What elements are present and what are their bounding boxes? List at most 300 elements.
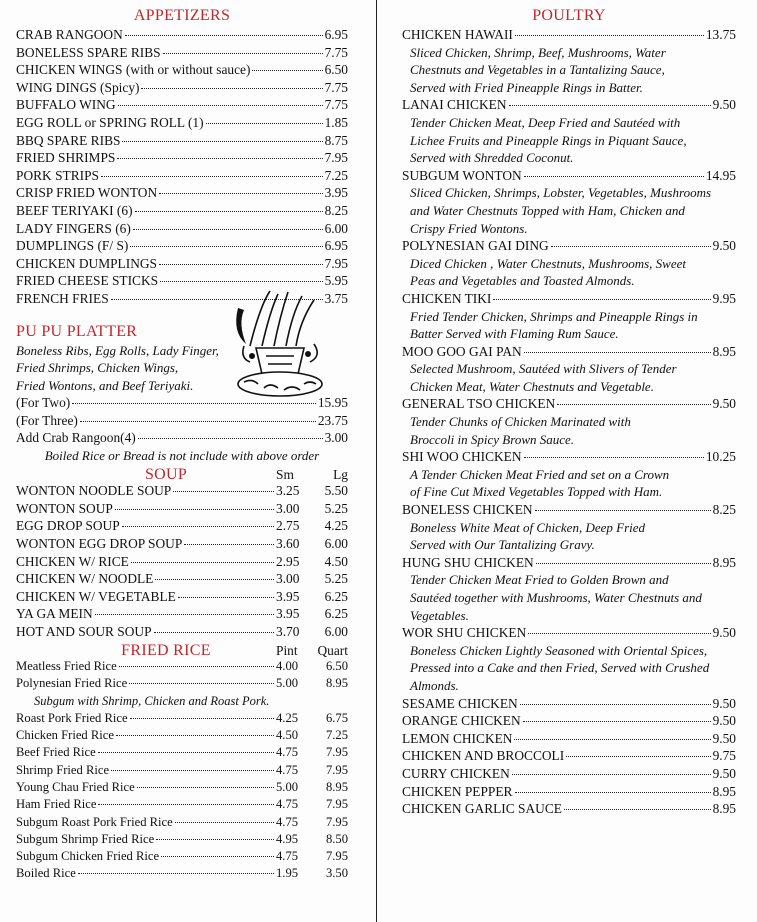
item-price-large: 6.75 [325,710,348,725]
menu-item [16,220,348,238]
leader-dots [493,299,710,300]
leader-dots [135,211,323,212]
poultry-list [402,26,736,818]
leader-dots [566,756,710,757]
item-name: DUMPLINGS (F/ S) [16,238,129,254]
item-name: CHICKEN PEPPER [402,783,513,799]
menu-item [16,727,348,744]
item-price-large: 7.95 [325,814,348,829]
item-price: 7.75 [324,97,348,113]
menu-item [16,605,348,623]
item-description [402,466,736,501]
appetizers-list [16,26,348,308]
description-line: Boneless Chicken Lightly Seasoned with Oriental Spices, [410,642,708,658]
item-price-small: 2.75 [276,518,300,534]
item-name: CURRY CHICKEN [402,765,510,781]
description-line: Tender Chicken Meat Fried to Golden Brown and [410,572,669,588]
leader-dots [159,264,323,265]
friedrice-list [16,658,348,883]
leader-dots [509,105,711,106]
menu-item [16,517,348,535]
item-name: CHICKEN GARLIC SAUCE [402,801,562,817]
leader-dots [524,176,704,177]
item-name: CHICKEN DUMPLINGS [16,255,157,271]
item-price: 10.25 [705,449,736,465]
item-name: Beef Fried Rice [16,745,96,760]
item-price-large: 8.95 [325,779,348,794]
menu-item [16,553,348,571]
description-line: Boneless White Meat of Chicken, Deep Fried [410,519,646,535]
item-name: Add Crab Rangoon(4) [16,430,136,446]
item-price: 7.95 [324,150,348,166]
description-line: Chestnuts and Vegetables in a Tantalizing Sauce, [410,62,665,78]
poultry-title: POULTRY [532,7,606,24]
item-name: HOT AND SOUR SOUP [16,624,152,639]
menu-item [16,814,348,831]
menu-item [402,395,736,413]
item-price-small: 4.75 [276,814,299,829]
item-description [402,413,736,448]
item-price-large: 5.25 [324,571,348,587]
menu-item [402,167,736,185]
menu-item [16,762,348,779]
item-price: 6.00 [324,220,348,236]
menu-item [402,695,736,713]
item-name: BBQ SPARE RIBS [16,132,121,148]
item-name: BONELESS CHICKEN [402,502,533,518]
item-name: CHICKEN HAWAII [402,27,513,42]
item-price: 8.95 [712,801,736,817]
leader-dots [178,597,274,598]
leader-dots [101,176,323,177]
friedrice-col1: Pint [276,642,298,658]
description-line: Pressed into a Cake and then Fried, Served with Crushed [410,660,710,676]
leader-dots [133,229,323,230]
description-line: Served with Shredded Coconut. [410,150,574,166]
leader-dots [115,509,274,510]
pupu-title: PU PU PLATTER [16,322,138,340]
description-line: Chicken Meat, Water Chestnuts and Vegetable. [410,378,654,394]
item-price-small: 3.00 [276,571,300,587]
menu-item [16,96,348,114]
left-column [16,6,348,883]
item-price: 5.95 [324,273,348,289]
menu-item [16,848,348,865]
item-name: PORK STRIPS [16,167,99,183]
description-line: Almonds. [410,677,459,693]
item-price-large: 6.00 [324,536,348,552]
item-price-small: 4.95 [276,831,299,846]
menu-item [402,783,736,801]
soup-header [16,465,348,483]
menu-item [402,765,736,783]
item-name: Chicken Fried Rice [16,728,114,743]
item-name: Boiled Rice [16,866,76,881]
item-name: SESAME CHICKEN [402,695,518,711]
item-price: 9.50 [712,695,736,711]
menu-item [402,290,736,308]
menu-item [16,79,348,97]
leader-dots [514,739,710,740]
description-line: Batter Served with Flaming Rum Sauce. [410,326,619,342]
item-price: 3.75 [324,290,348,306]
item-price-small: 5.00 [276,676,299,691]
leader-dots [557,404,710,405]
item-price: 9.50 [712,396,736,412]
menu-item [402,747,736,765]
item-description [402,642,736,695]
menu-item [16,132,348,150]
menu-item [402,343,736,361]
item-price: 14.95 [705,167,736,183]
pupu-desc-line: Boneless Ribs, Egg Rolls, Lady Finger, [16,342,219,358]
leader-dots [138,438,323,439]
leader-dots [551,246,711,247]
item-name: Subgum Roast Pork Fried Rice [16,814,173,829]
item-price: 9.75 [712,748,736,764]
leader-dots [163,53,323,54]
menu-item [16,623,348,641]
item-price: 6.50 [324,62,348,78]
item-name: LEMON CHICKEN [402,730,513,746]
leader-dots [156,839,274,840]
item-description [402,184,736,237]
item-description [402,571,736,624]
menu-item [16,535,348,553]
description-line: Broccoli in Spicy Brown Sauce. [410,431,575,447]
leader-dots [524,352,711,353]
menu-item [16,202,348,220]
description-line: Sliced Chicken, Shrimp, Beef, Mushrooms, Water [410,44,666,60]
item-name: Young Chau Fried Rice [16,779,135,794]
item-name: YA GA MEIN [16,606,93,622]
item-price-small: 3.95 [276,606,300,622]
item-price-small: 2.95 [276,553,300,569]
item-name: MOO GOO GAI PAN [402,343,522,359]
menu-item [16,167,348,185]
description-line: Lichee Fruits and Pineapple Rings in Piquant Sauce, [410,132,687,148]
leader-dots [536,563,711,564]
soup-col2: Lg [333,466,348,482]
item-price-small: 3.60 [276,536,300,552]
leader-dots [119,666,274,667]
item-name: BONELESS SPARE RIBS [16,44,161,60]
item-price: 3.00 [324,430,348,446]
leader-dots [524,457,704,458]
item-price-small: 5.00 [276,779,299,794]
item-name: (For Three) [16,412,78,428]
menu-item [16,44,348,62]
item-name: Subgum Shrimp Fried Rice [16,831,155,846]
item-price-large: 7.95 [325,762,348,777]
menu-item [16,149,348,167]
menu-item [16,482,348,500]
item-name: SUBGUM WONTON [402,167,522,183]
item-name: Ham Fried Rice [16,797,97,812]
leader-dots [125,35,323,36]
item-price-small: 4.25 [276,710,299,725]
item-name: POLYNESIAN GAI DING [402,238,549,254]
item-price: 7.75 [324,44,348,60]
item-price: 8.25 [712,502,736,518]
item-price-large: 4.25 [324,518,348,534]
menu-item [402,712,736,730]
item-price-small: 4.50 [276,728,299,743]
item-name: Subgum Chicken Fried Rice [16,849,160,864]
menu-item [16,61,348,79]
menu-item [16,658,348,675]
item-name: WONTON EGG DROP SOUP [16,536,183,552]
item-price-small: 4.75 [276,745,299,760]
leader-dots [528,633,710,634]
item-name: FRIED CHEESE STICKS [16,273,159,289]
item-price: 8.95 [712,343,736,359]
menu-item [16,570,348,588]
leader-dots [98,804,274,805]
description-line: Selected Mushroom, Sautéed with Slivers of Tender [410,361,677,377]
menu-item [402,624,736,642]
menu-item [16,26,348,44]
item-name: FRIED SHRIMPS [16,150,116,166]
item-price: 9.50 [712,765,736,781]
description-line: Tender Chicken Meat, Deep Fried and Sautéed with [410,114,681,130]
menu-item [16,429,348,447]
item-price-large: 5.50 [324,483,348,499]
item-price: 9.50 [712,97,736,113]
leader-dots [141,88,322,89]
description-line: of Fine Cut Mixed Vegetables Topped with Ham. [410,484,663,500]
item-name: BUFFALO WING [16,97,116,113]
item-name: LADY FINGERS (6) [16,220,131,236]
leader-dots [95,614,274,615]
item-price: 8.25 [324,202,348,218]
leader-dots [130,718,274,719]
leader-dots [184,544,274,545]
item-price-large: 7.95 [325,849,348,864]
item-name: CHICKEN TIKI [402,290,492,306]
leader-dots [131,562,274,563]
leader-dots [175,822,274,823]
item-name: Shrimp Fried Rice [16,762,110,777]
item-name: GENERAL TSO CHICKEN [402,396,556,412]
soup-list [16,482,348,640]
leader-dots [78,873,274,874]
leader-dots [512,774,711,775]
item-price-small: 4.00 [276,659,299,674]
item-price: 9.50 [712,238,736,254]
menu-item [402,800,736,818]
menu-item [16,865,348,882]
leader-dots [130,246,322,247]
item-price: 6.95 [324,238,348,254]
friedrice-col2: Quart [317,642,348,658]
menu-item [16,796,348,813]
item-price-small: 3.95 [276,588,300,604]
menu-item [402,26,736,44]
pupu-note: Boiled Rice or Bread is not include with above order [44,448,320,464]
menu-item [402,501,736,519]
leader-dots [159,193,322,194]
description-line: Sliced Chicken, Shrimps, Lobster, Vegetables, Mushrooms [410,185,712,201]
menu-item [16,744,348,761]
menu-item [402,554,736,572]
flaming-pupu-platter-icon [230,286,330,406]
leader-dots [535,510,711,511]
item-price-small: 4.75 [276,762,299,777]
leader-dots [515,35,704,36]
right-column [402,6,736,818]
leader-dots [515,792,711,793]
item-name: EGG DROP SOUP [16,518,120,534]
item-price: 3.95 [324,185,348,201]
item-name: CHICKEN W/ VEGETABLE [16,588,176,604]
item-price: 23.75 [317,412,348,428]
column-divider [376,0,377,922]
item-name: WONTON NOODLE SOUP [16,483,172,499]
item-price-small: 4.75 [276,797,299,812]
item-price-large: 6.00 [324,624,348,639]
menu-item [16,779,348,796]
item-name: Polynesian Fried Rice [16,676,128,691]
item-price-large: 6.25 [324,588,348,604]
item-price-small: 4.75 [276,849,299,864]
leader-dots [98,752,274,753]
item-name: CRAB RANGOON [16,27,123,42]
item-price: 8.75 [324,132,348,148]
description-line: Tender Chunks of Chicken Marinated with [410,414,631,430]
item-price-large: 6.25 [324,606,348,622]
leader-dots [252,70,322,71]
item-price: 9.95 [712,290,736,306]
leader-dots [117,158,322,159]
item-name: SHI WOO CHICKEN [402,449,522,465]
menu-item [16,237,348,255]
item-price-large: 3.50 [325,866,348,881]
item-price: 7.25 [324,167,348,183]
description-line: Fried Tender Chicken, Shrimps and Pineapple Rings in [410,308,698,324]
friedrice-header [16,641,348,659]
menu-item [16,500,348,518]
item-description [402,360,736,395]
item-price-large: 7.25 [325,728,348,743]
item-price: 8.95 [712,554,736,570]
leader-dots [523,721,711,722]
item-name: WOR SHU CHICKEN [402,625,527,641]
item-price-large: 8.50 [325,831,348,846]
menu-item [402,237,736,255]
item-price-small: 1.95 [276,866,299,881]
leader-dots [155,579,274,580]
description-line: Sautéed together with Mushrooms, Water Chestnuts and [410,590,702,605]
leader-dots [80,421,316,422]
menu-item [16,675,348,692]
description-line: Crispy Fried Wontons. [410,220,528,236]
item-price-large: 4.50 [324,553,348,569]
item-price: 9.50 [712,625,736,641]
leader-dots [129,683,274,684]
item-name: FRENCH FRIES [16,290,109,306]
soup-title: SOUP [144,465,188,483]
item-subnote: Subgum with Shrimp, Chicken and Roast Pork. [34,693,270,708]
item-name: (For Two) [16,395,71,411]
menu-item [402,96,736,114]
item-price: 6.95 [324,27,348,42]
item-price-large: 7.95 [325,745,348,760]
item-price: 7.75 [324,79,348,95]
item-price-large: 8.95 [325,676,348,691]
item-price-small: 3.70 [276,624,300,639]
leader-dots [173,491,274,492]
description-line: Peas and Vegetables and Toasted Almonds. [410,273,635,289]
menu-item [16,831,348,848]
menu-item [16,255,348,273]
menu-item [402,448,736,466]
item-name: CHICKEN AND BROCCOLI [402,748,565,764]
item-name: ORANGE CHICKEN [402,713,521,729]
item-name: Roast Pork Fried Rice [16,710,128,725]
item-name: WONTON SOUP [16,500,113,516]
friedrice-title: FRIED RICE [121,641,211,659]
leader-dots [118,105,323,106]
item-price-small: 3.00 [276,500,300,516]
leader-dots [137,787,274,788]
soup-col1: Sm [276,466,294,482]
leader-dots [154,632,274,633]
leader-dots [111,770,274,771]
description-line: Diced Chicken , Water Chestnuts, Mushrooms, Sweet [410,255,686,271]
item-description [402,255,736,290]
item-description [402,114,736,167]
appetizers-title: APPETIZERS [133,7,231,24]
item-name: WING DINGS (Spicy) [16,79,140,95]
item-price-large: 5.25 [324,500,348,516]
item-price: 8.95 [712,783,736,799]
item-price: 9.50 [712,730,736,746]
item-price: 1.85 [324,114,348,130]
menu-item [16,588,348,606]
item-name: CHICKEN W/ NOODLE [16,571,154,587]
description-line: Served with Fried Pineapple Rings in Batter. [410,79,643,95]
item-description [402,519,736,554]
item-price: 15.95 [317,395,348,411]
leader-dots [206,123,323,124]
leader-dots [160,281,322,282]
item-name: Meatless Fried Rice [16,659,117,674]
item-name: EGG ROLL or SPRING ROLL (1) [16,114,204,130]
description-line: A Tender Chicken Meat Fried and set on a Crown [410,466,670,482]
item-price: 9.50 [712,713,736,729]
leader-dots [122,526,274,527]
item-description [402,44,736,97]
leader-dots [161,856,274,857]
item-price-large: 6.50 [325,659,348,674]
description-line: and Water Chestnuts Topped with Ham, Chicken and [410,202,685,218]
menu-item [402,730,736,748]
item-price: 13.75 [705,27,736,42]
menu-item [16,114,348,132]
item-name: HUNG SHU CHICKEN [402,554,534,570]
item-price: 7.95 [324,255,348,271]
leader-dots [564,809,711,810]
pupu-desc-line: Fried Shrimps, Chicken Wings, [16,360,179,376]
menu-item [16,184,348,202]
item-name: BEEF TERIYAKI (6) [16,202,133,218]
item-price-small: 3.25 [276,483,300,499]
item-name: CHICKEN W/ RICE [16,553,129,569]
description-line: Vegetables. [410,607,469,623]
menu-item [16,710,348,727]
menu-item [16,412,348,430]
